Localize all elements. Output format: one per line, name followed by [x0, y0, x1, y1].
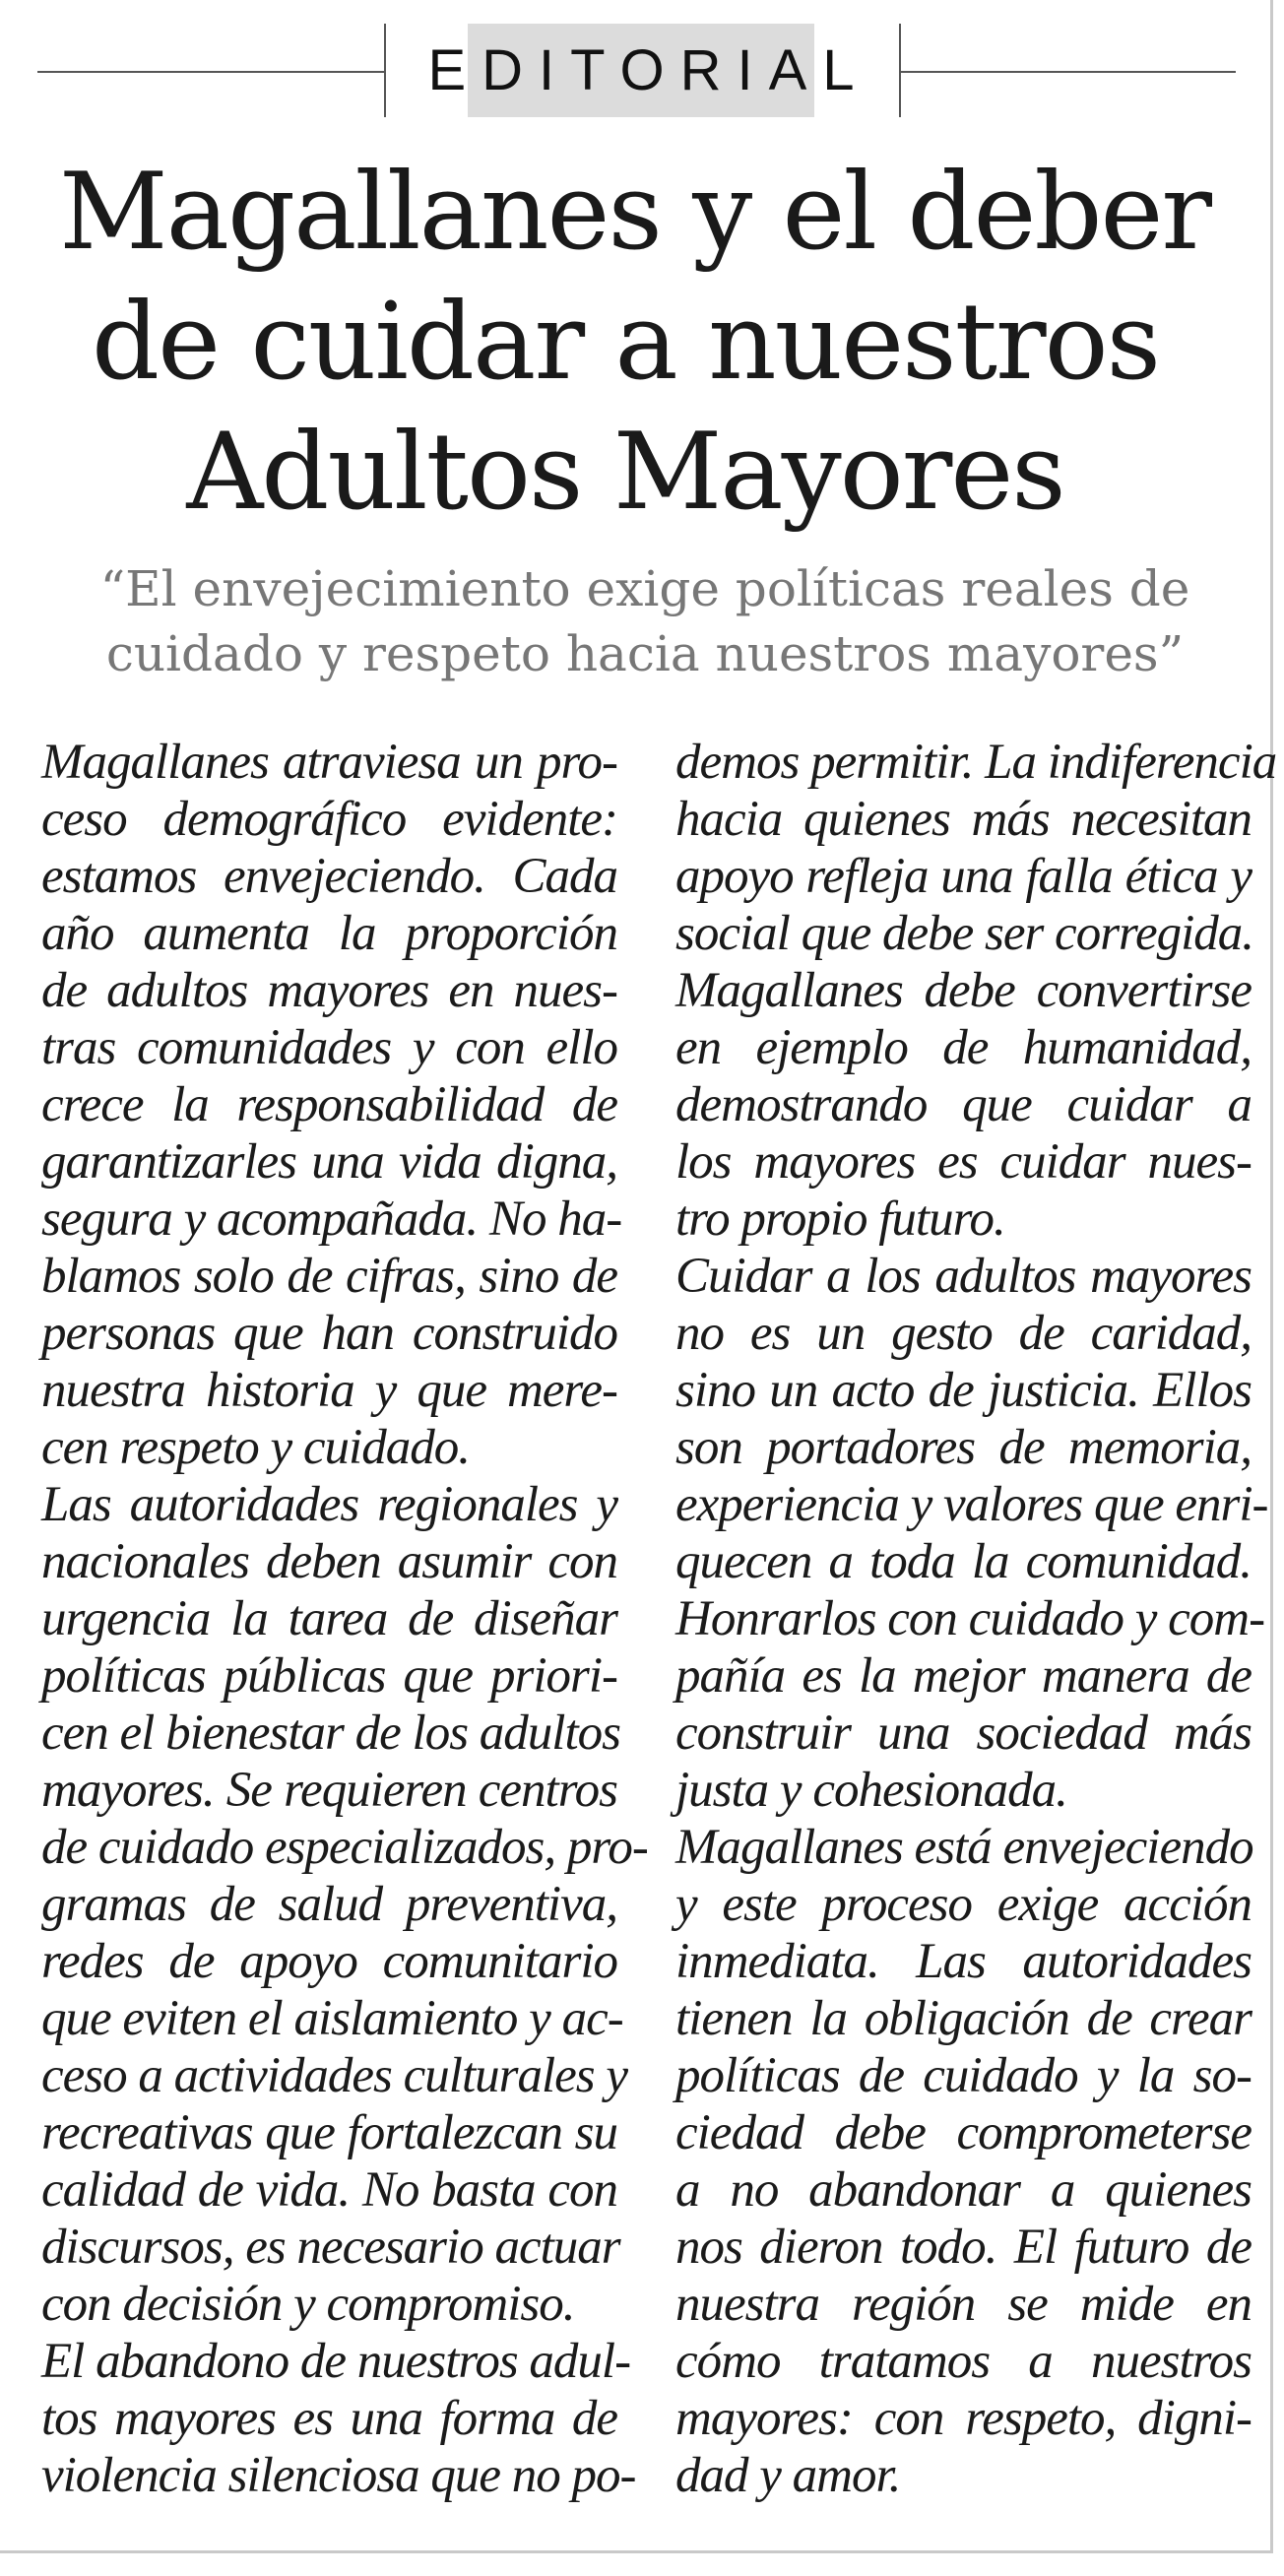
body-text-line: Magallanes debe convertirse	[675, 963, 1252, 1018]
body-text-line: ceso a actividades culturales y	[41, 2048, 627, 2103]
body-text-line: año aumenta la proporción	[41, 906, 617, 961]
section-label: EDITORIAL	[427, 38, 870, 102]
body-text-line: demostrando que cuidar a	[675, 1077, 1252, 1132]
body-text-line: son portadores de memoria,	[675, 1420, 1252, 1475]
body-text-line: urgencia la tarea de diseñar	[41, 1591, 617, 1646]
body-text-line: construir una sociedad más	[675, 1706, 1252, 1761]
headline-line: Magallanes y el deber	[59, 151, 1211, 274]
body-text-line: Honrarlos con cuidado y com-	[675, 1591, 1265, 1646]
body-text-line: blamos solo de cifras, sino de	[41, 1249, 617, 1304]
body-text-line: que eviten el aislamiento y ac-	[41, 1991, 623, 2046]
article-column-right	[675, 734, 1277, 2504]
body-text-line: tos mayores es una forma de	[41, 2391, 617, 2446]
body-text-line: cen el bienestar de los adultos	[41, 1706, 620, 1761]
body-text-line: tro propio futuro.	[675, 1191, 1005, 1247]
body-text-line: nos dieron todo. El futuro de	[675, 2220, 1252, 2275]
body-text-line: apoyo refleja una falla ética y	[675, 849, 1252, 904]
body-text-line: calidad de vida. No basta con	[41, 2162, 617, 2218]
body-text-line: discursos, es necesario actuar	[41, 2220, 620, 2275]
body-text-line: ceso demográfico evidente:	[41, 792, 617, 847]
body-text-line: redes de apoyo comunitario	[41, 1934, 617, 1989]
body-text-line: Cuidar a los adultos mayores	[675, 1249, 1252, 1304]
headline	[59, 148, 1211, 538]
body-text-line: Las autoridades regionales y	[41, 1477, 617, 1532]
body-text-line: en ejemplo de humanidad,	[675, 1020, 1252, 1075]
body-text-line: crece la responsabilidad de	[41, 1077, 617, 1132]
deck-line: cuidado y respeto hacia nuestros mayores”	[105, 625, 1185, 682]
body-text-line: violencia silenciosa que no po-	[41, 2448, 636, 2503]
body-text-line: gramas de salud preventiva,	[41, 1877, 617, 1932]
body-text-line: sino un acto de justicia. Ellos	[675, 1363, 1252, 1418]
body-text-line: con decisión y compromiso.	[41, 2277, 575, 2332]
body-text-line: personas que han construido	[41, 1306, 617, 1361]
header-rule-right	[901, 71, 1236, 73]
body-text-line: políticas de cuidado y la so-	[675, 2048, 1252, 2103]
body-text-line: nacionales deben asumir con	[41, 1534, 617, 1589]
body-text-line: tras comunidades y con ello	[41, 1020, 617, 1075]
body-text-line: tienen la obligación de crear	[675, 1991, 1252, 2046]
body-text-line: mayores: con respeto, digni-	[675, 2391, 1252, 2446]
body-text-line: cómo tratamos a nuestros	[675, 2334, 1252, 2389]
body-text-line: recreativas que fortalezcan su	[41, 2105, 617, 2160]
body-text-line: mayores. Se requieren centros	[41, 1763, 617, 1818]
section-header	[0, 22, 1270, 120]
body-text-line: Magallanes está envejeciendo	[675, 1820, 1253, 1875]
headline-line: Adultos Mayores	[186, 411, 1064, 534]
body-text-line: justa y cohesionada.	[675, 1763, 1067, 1818]
body-text-line: dad y amor.	[675, 2448, 901, 2503]
body-text-line: demos permitir. La indiferencia	[675, 735, 1277, 790]
body-text-line: inmediata. Las autoridades	[675, 1934, 1252, 1989]
body-text-line: pañía es la mejor manera de	[675, 1648, 1252, 1704]
body-text-line: hacia quienes más necesitan	[675, 792, 1252, 847]
headline-line: de cuidar a nuestros	[91, 281, 1160, 404]
body-text-line: estamos envejeciendo. Cada	[41, 849, 617, 904]
body-text-line: políticas públicas que priori-	[41, 1648, 617, 1704]
body-text-line: nuestra historia y que mere-	[41, 1363, 617, 1418]
header-tick-left	[384, 24, 386, 117]
body-text-line: cen respeto y cuidado.	[41, 1420, 470, 1475]
body-text-line: de adultos mayores en nues-	[41, 963, 617, 1018]
body-text-line: El abandono de nuestros adul-	[41, 2334, 631, 2389]
article-column-left	[41, 734, 648, 2504]
body-text-line: y este proceso exige acción	[675, 1877, 1252, 1932]
body-text-line: social que debe ser corregida.	[675, 906, 1254, 961]
body-text-line: ciedad debe comprometerse	[675, 2105, 1252, 2160]
body-text-line: de cuidado especializados, pro-	[41, 1820, 648, 1875]
header-rule-left	[37, 71, 384, 73]
deck-line: “El envejecimiento exige políticas reales de	[99, 560, 1190, 617]
body-text-line: experiencia y valores que enri-	[675, 1477, 1268, 1532]
body-text-line: nuestra región se mide en	[675, 2277, 1252, 2332]
body-text-line: quecen a toda la comunidad.	[675, 1534, 1252, 1589]
deck-quote	[39, 556, 1251, 686]
body-text-line: segura y acompañada. No ha-	[41, 1191, 622, 1247]
body-text-line: no es un gesto de caridad,	[675, 1306, 1252, 1361]
body-text-line: a no abandonar a quienes	[675, 2162, 1252, 2218]
body-text-line: garantizarles una vida digna,	[41, 1134, 617, 1190]
body-text-line: los mayores es cuidar nues-	[675, 1134, 1252, 1190]
body-text-line: Magallanes atraviesa un pro-	[41, 735, 617, 790]
section-label-box	[427, 24, 870, 117]
